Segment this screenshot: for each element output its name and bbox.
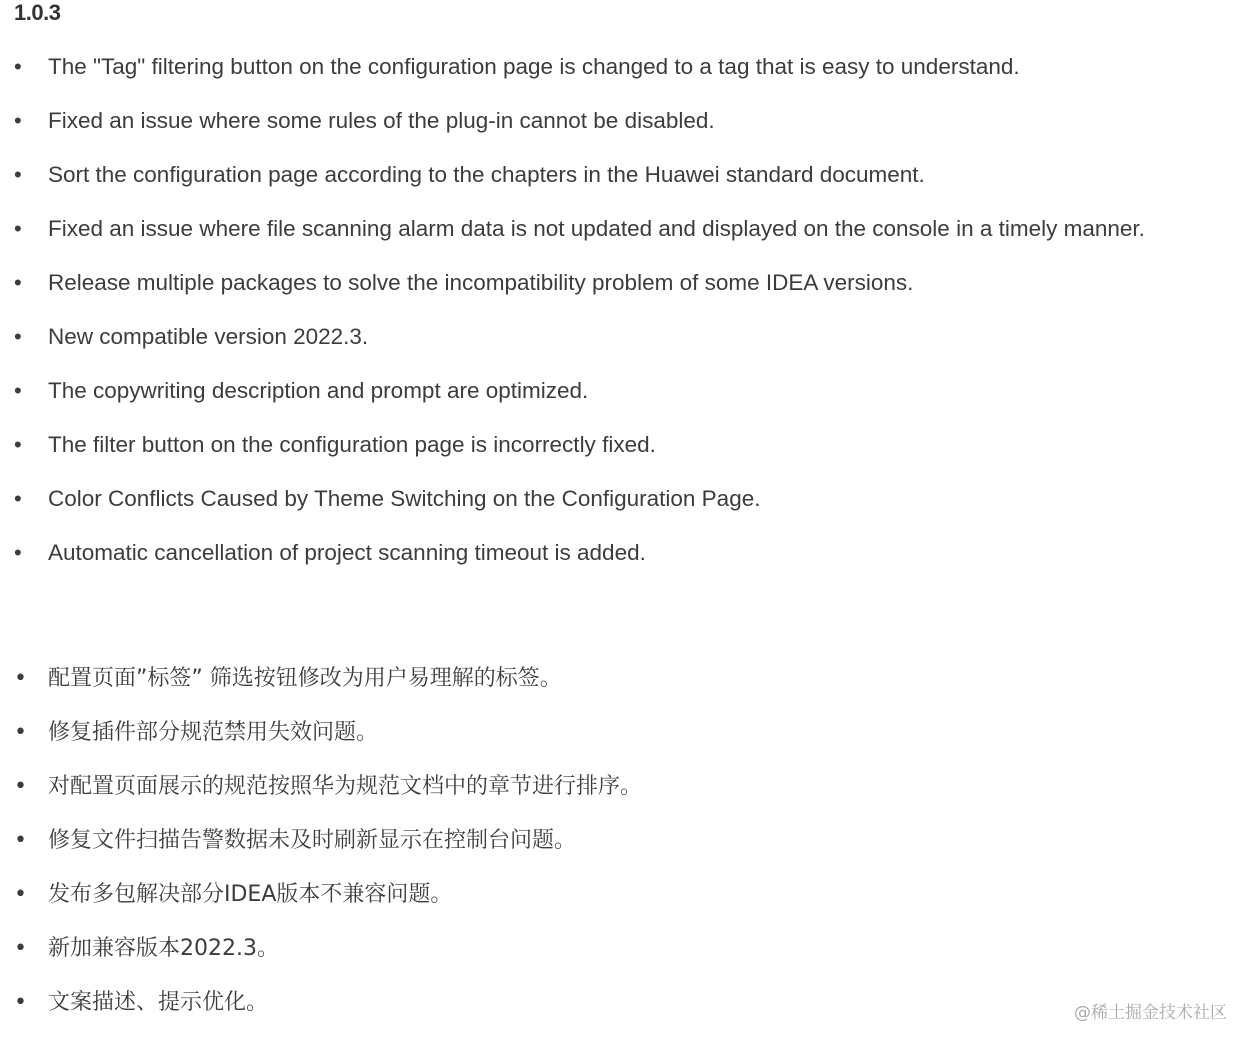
bullet: • <box>14 162 22 187</box>
bullet: • <box>14 540 22 565</box>
list-item <box>0 715 1235 751</box>
note-text: 配置页面”标签” 筛选按钮修改为用户易理解的标签。 <box>48 666 562 691</box>
note-text: Release multiple packages to solve the incompatibility problem of some IDEA versions. <box>48 270 914 295</box>
bullet: • <box>14 936 27 961</box>
bullet: • <box>14 216 22 241</box>
bullet: • <box>14 54 22 79</box>
note-text: Color Conflicts Caused by Theme Switching on the Configuration Page. <box>48 486 761 511</box>
note-text: The "Tag" filtering button on the configuration page is changed to a tag that is easy to understand. <box>48 54 1020 79</box>
list-item <box>0 823 1235 859</box>
bullet: • <box>14 720 27 745</box>
list-item <box>0 481 1235 517</box>
note-text: The copywriting description and prompt are optimized. <box>48 378 589 403</box>
bullet: • <box>14 432 22 457</box>
english-release-notes <box>0 49 1235 589</box>
note-text: 修复插件部分规范禁用失效问题。 <box>48 720 379 745</box>
bullet: • <box>14 990 27 1015</box>
version-heading: 1.0.3 <box>14 0 61 25</box>
list-item <box>0 157 1235 193</box>
list-item <box>0 427 1235 463</box>
note-text: Fixed an issue where file scanning alarm data is not updated and displayed on the console in a timely manner. <box>48 216 1145 241</box>
note-text: The filter button on the configuration page is incorrectly fixed. <box>48 432 656 457</box>
chinese-release-notes <box>0 661 1235 1039</box>
note-text: 新加兼容版本2022.3。 <box>48 936 279 961</box>
list-item <box>0 103 1235 139</box>
list-item <box>0 931 1235 967</box>
bullet: • <box>14 108 22 133</box>
note-text: Fixed an issue where some rules of the plug-in cannot be disabled. <box>48 108 715 133</box>
list-item <box>0 265 1235 301</box>
bullet: • <box>14 828 27 853</box>
bullet: • <box>14 324 22 349</box>
note-text: 修复文件扫描告警数据未及时刷新显示在控制台问题。 <box>48 828 577 853</box>
note-text: New compatible version 2022.3. <box>48 324 369 349</box>
list-item <box>0 373 1235 409</box>
list-item <box>0 877 1235 913</box>
note-text: 发布多包解决部分IDEA版本不兼容问题。 <box>48 882 453 907</box>
bullet: • <box>14 666 27 691</box>
note-text: Sort the configuration page according to the chapters in the Huawei standard document. <box>48 162 925 187</box>
bullet: • <box>14 882 27 907</box>
list-item <box>0 985 1235 1021</box>
bullet: • <box>14 378 22 403</box>
list-item <box>0 769 1235 805</box>
note-text: Automatic cancellation of project scanning timeout is added. <box>48 540 646 565</box>
bullet: • <box>14 270 22 295</box>
list-item <box>0 661 1235 697</box>
bullet: • <box>14 486 22 511</box>
list-item <box>0 211 1235 247</box>
list-item <box>0 319 1235 355</box>
bullet: • <box>14 774 27 799</box>
list-item <box>0 49 1235 85</box>
note-text: 文案描述、提示优化。 <box>48 990 269 1015</box>
list-item <box>0 535 1235 571</box>
note-text: 对配置页面展示的规范按照华为规范文档中的章节进行排序。 <box>48 774 643 799</box>
watermark: @稀土掘金技术社区 <box>1074 1003 1227 1023</box>
